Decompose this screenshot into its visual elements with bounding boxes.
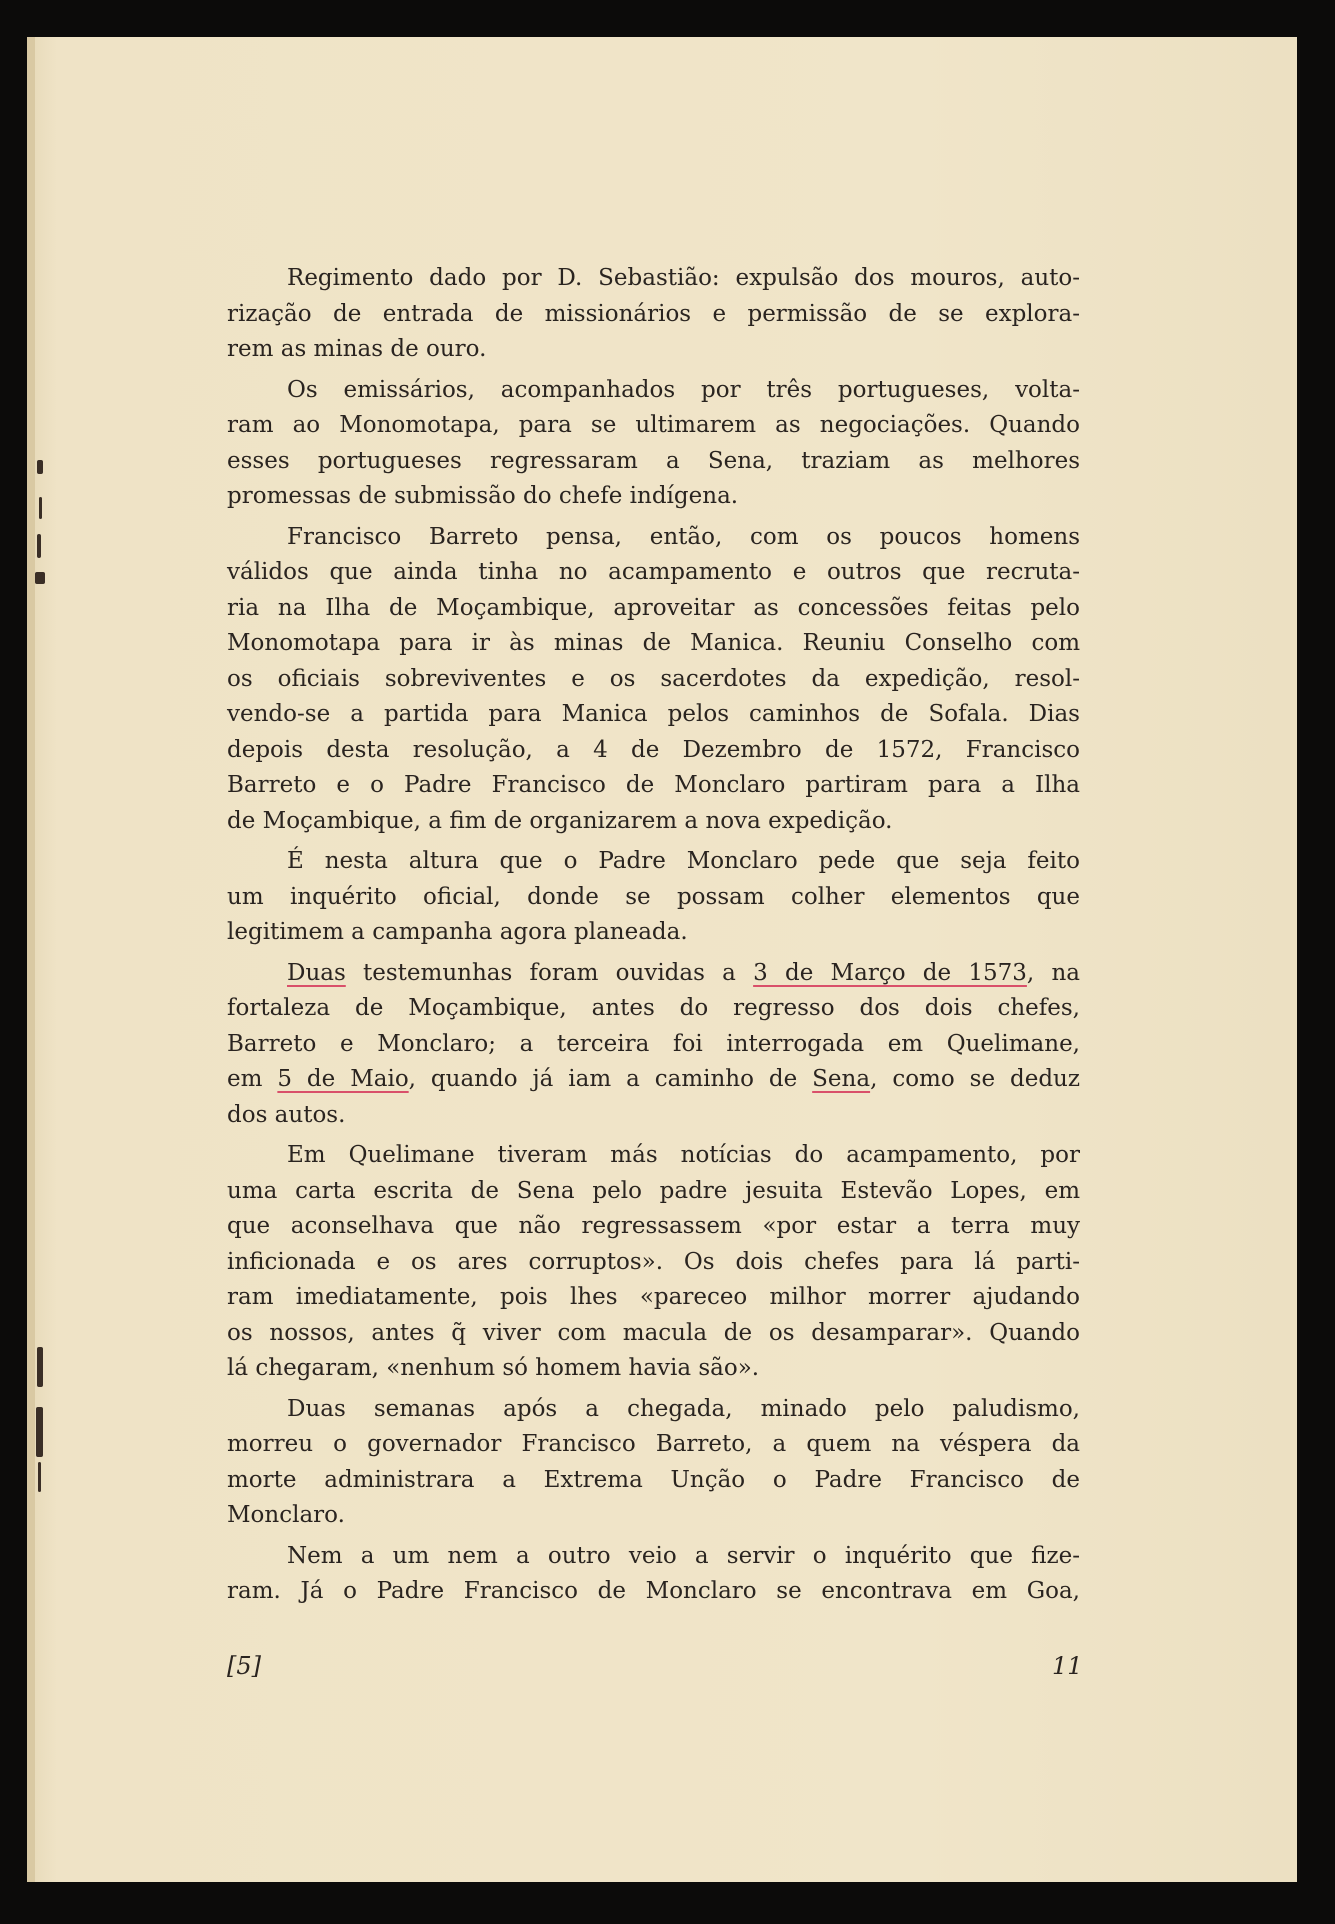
paragraph (227, 373, 1080, 515)
text-line: Duas semanas após a chegada, minado pelo paludismo, (287, 1395, 1080, 1422)
margin-smudge (38, 1462, 41, 1492)
text-line: Os emissários, acompanhados por três portugueses, volta- (287, 376, 1080, 403)
page-number: 11 (1052, 1652, 1083, 1680)
text-line: rização de entrada de missionários e permissão de se explora- (227, 300, 1080, 327)
text-line: vendo-se a partida para Manica pelos caminhos de Sofala. Dias (227, 701, 1080, 727)
pen-underline: Sena (812, 1066, 871, 1092)
text-line: promessas de submissão do chefe indígena. (227, 483, 739, 509)
text-line: rem as minas de ouro. (227, 336, 487, 362)
margin-smudge (39, 497, 42, 519)
text-line: em 5 de Maio, quando já iam a caminho de Sena, como se deduz (227, 1066, 1080, 1092)
text-line: Francisco Barreto pensa, então, com os poucos homens (287, 523, 1080, 550)
text-line: ram ao Monomotapa, para se ultimarem as negociações. Quando (227, 412, 1080, 438)
text-line: os oficiais sobreviventes e os sacerdotes da expedição, resol- (227, 665, 1080, 692)
text-line: Monomotapa para ir às minas de Manica. Reuniu Conselho com (227, 630, 1080, 656)
text-line: depois desta resolução, a 4 de Dezembro de 1572, Francisco (227, 736, 1080, 763)
text-line: Barreto e Monclaro; a terceira foi interrogada em Quelimane, (227, 1030, 1080, 1057)
text-line: válidos que ainda tinha no acampamento e outros que recruta- (227, 559, 1080, 585)
text-line: fortaleza de Moçambique, antes do regresso dos dois chefes, (227, 995, 1080, 1021)
text-line: Barreto e o Padre Francisco de Monclaro partiram para a Ilha (227, 772, 1080, 798)
text-line: Nem a um nem a outro veio a servir o inquérito que fize- (287, 1542, 1080, 1569)
text-line: Monclaro. (227, 1502, 345, 1528)
pen-underline: 3 de Março de 1573 (753, 959, 1027, 986)
text-line: morte administrara a Extrema Unção o Padre Francisco de (227, 1466, 1080, 1493)
page-gutter (27, 37, 35, 1882)
text-line: morreu o governador Francisco Barreto, a quem na véspera da (227, 1431, 1080, 1457)
pen-underline: Duas (287, 959, 346, 986)
margin-smudge (36, 1407, 43, 1457)
paragraph (227, 956, 1080, 1134)
text-line: uma carta escrita de Sena pelo padre jesuita Estevão Lopes, em (227, 1177, 1080, 1204)
paragraph (227, 520, 1080, 840)
text-line: esses portugueses regressaram a Sena, traziam as melhores (227, 447, 1080, 474)
text-line: inficionada e os ares corruptos». Os dois chefes para lá parti- (227, 1248, 1080, 1275)
paragraph (227, 261, 1080, 368)
text-line: Em Quelimane tiveram más notícias do acampamento, por (287, 1142, 1080, 1168)
paragraph (227, 1138, 1080, 1387)
text-line: um inquérito oficial, donde se possam colher elementos que (227, 883, 1080, 910)
margin-smudge (37, 534, 41, 558)
text-line: dos autos. (227, 1101, 346, 1128)
text-line: É nesta altura que o Padre Monclaro pede que seja feito (287, 848, 1080, 874)
printer-signature: [5] (227, 1652, 261, 1680)
text-line: lá chegaram, «nenhum só homem havia são». (227, 1355, 760, 1381)
pen-underline: 5 de Maio (277, 1066, 409, 1092)
text-line: Regimento dado por D. Sebastião: expulsão dos mouros, auto- (287, 265, 1080, 291)
body-text (227, 261, 1080, 1615)
margin-smudge (37, 1347, 43, 1387)
text-line: legitimem a campanha agora planeada. (227, 919, 688, 945)
text-line: os nossos, antes q̃ viver com macula de os desamparar». Quando (227, 1319, 1080, 1346)
text-line: ram. Já o Padre Francisco de Monclaro se encontrava em Goa, (227, 1578, 1080, 1604)
text-line: de Moçambique, a fim de organizarem a nova expedição. (227, 807, 893, 834)
paragraph (227, 844, 1080, 951)
paragraph (227, 1392, 1080, 1534)
text-line: que aconselhava que não regressassem «por estar a terra muy (227, 1213, 1080, 1239)
text-line: Duas testemunhas foram ouvidas a 3 de Março de 1573, na (287, 959, 1080, 986)
text-line: ria na Ilha de Moçambique, aproveitar as concessões feitas pelo (227, 594, 1080, 621)
text-line: ram imediatamente, pois lhes «pareceo milhor morrer ajudando (227, 1284, 1080, 1310)
margin-smudge (37, 460, 43, 474)
paragraph (227, 1539, 1080, 1610)
margin-smudge (35, 572, 45, 584)
